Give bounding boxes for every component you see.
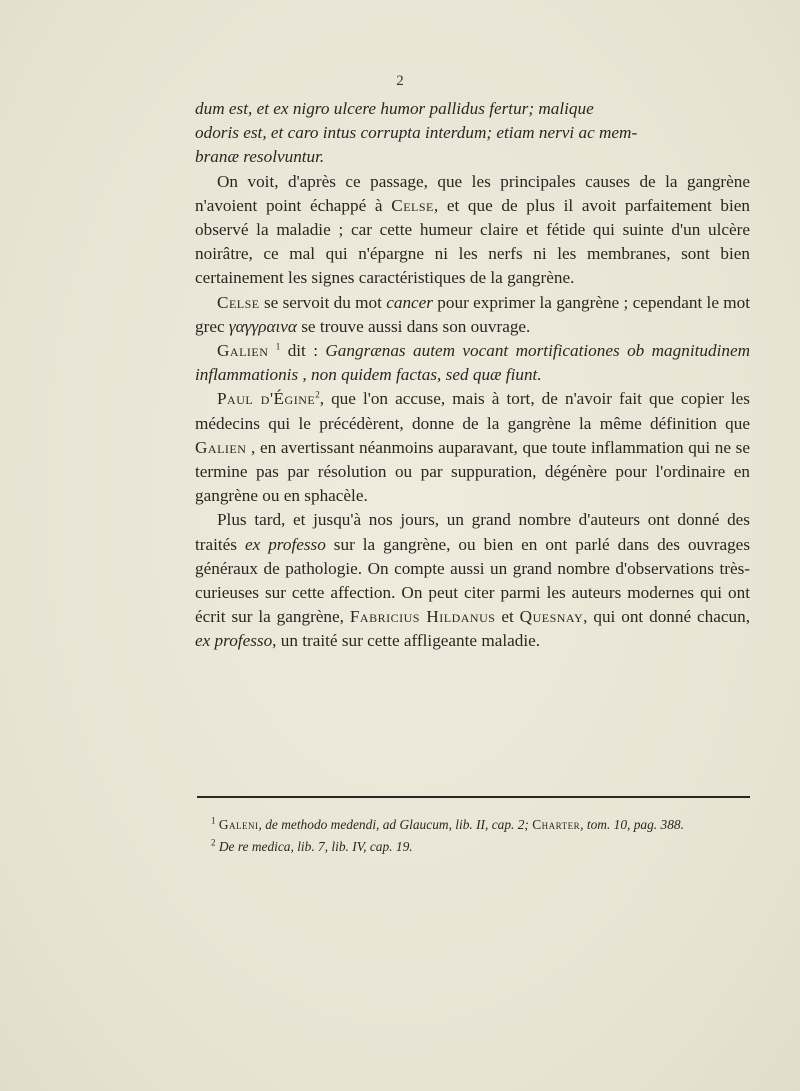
paragraph-celse-causes [195, 170, 750, 291]
text-run: pour exprimer la gangrène ; cependant le mot grec [195, 292, 751, 336]
footnote-mark: 1 [211, 815, 216, 826]
text-run: , et que de plus il avoit parfaitement bien observé la maladie ; car cette humeur claire et fétide qui suinte d'un ulcère noirâtre, ce mal qui n'épargne ni les nerfs ni les membranes, sont bien certainement les signes caractéristiques de la gangrène. [195, 195, 750, 288]
author-name-fabricius: Fabricius Hildanus [349, 607, 496, 627]
page-number: 2 [396, 73, 404, 89]
term-cancer: cancer [386, 292, 433, 312]
text-run: De re medica, lib. 7, lib. IV, cap. 19. [218, 839, 413, 854]
footnotes [197, 814, 750, 858]
paragraph-celse-cancer [195, 291, 750, 339]
author-name-galien: Galien [217, 341, 269, 361]
author-name-celse: Celse [391, 195, 434, 215]
text-run: Plus tard, et jusqu'à nos jours, un grand nombre d'auteurs ont donné des traités [195, 510, 750, 554]
paragraph-paul-degine [195, 387, 750, 508]
latin-line-3: branæ resolvuntur. [195, 147, 325, 167]
text-run: , qui ont donné chacun, [583, 607, 750, 627]
text-run: dit : [280, 341, 326, 361]
footnote-2 [197, 836, 750, 858]
footnote-ref-2: 2 [315, 389, 320, 400]
text-run: , que l'on accuse, mais à tort, de n'avoir fait que copier les médecins qui le précédèrent, donne de la gangrène la même définition que [195, 389, 750, 433]
author-name-celse: Celse [217, 292, 260, 312]
footnote-ref-1: 1 [275, 341, 281, 352]
latin-line-2: odoris est, et caro intus corrupta interdum; etiam nervi ac mem- [195, 123, 638, 143]
text-run: , tom. 10, pag. 388. [580, 817, 684, 832]
paragraph-modern-authors [195, 508, 750, 653]
latin-line-1: dum est, et ex nigro ulcere humor pallidus fertur; malique [195, 99, 594, 118]
text-run: et [495, 607, 520, 627]
author-name-galeni: Galeni [218, 817, 259, 832]
text-run: se servoit du mot [259, 292, 387, 312]
text-run: On voit, d'après ce passage, que les principales causes de la gangrène n'avoient point échappé à [195, 171, 750, 215]
latin-quote-continuation [195, 97, 750, 170]
paragraph-galien [195, 339, 750, 387]
body-text [195, 97, 750, 654]
phrase-ex-professo: ex professo [244, 534, 326, 554]
author-name-quesnay: Quesnay [519, 607, 584, 627]
author-name-paul: Paul d'Égine [217, 389, 316, 409]
text-run: , en avertissant néanmoins auparavant, que toute inflammation qui ne se termine pas par résolution ou par suppuration, dégénère pour l'ordinaire en gangrène ou en sphacèle. [195, 437, 750, 506]
phrase-ex-professo: ex professo [195, 631, 273, 651]
greek-word: γαγγραινα [228, 316, 297, 336]
text-run: se trouve aussi dans son ouvrage. [296, 316, 531, 336]
footnote-mark: 2 [211, 837, 216, 848]
author-name-galien: Galien [195, 437, 247, 457]
text-run: , un traité sur cette affligeante maladie. [272, 631, 541, 651]
galien-quote: Gangrænas autem vocant mortificationes ob magnitudinem inflammationis , non quidem factas, sed quæ fiunt. [195, 341, 750, 385]
text-run: , de methodo medendi, ad Glaucum, lib. II, cap. 2; [258, 817, 533, 832]
text-run: sur la gangrène, ou bien en ont parlé dans des ouvrages généraux de pathologie. On compte aussi un grand nombre d'observations très-curieuses sur cette affection. On peut citer parmi les auteurs modernes qui ont écrit sur la gangrène, [195, 534, 751, 627]
author-name-charter: Charter [532, 817, 581, 832]
footnote-divider [197, 796, 750, 798]
footnote-1 [197, 814, 750, 836]
